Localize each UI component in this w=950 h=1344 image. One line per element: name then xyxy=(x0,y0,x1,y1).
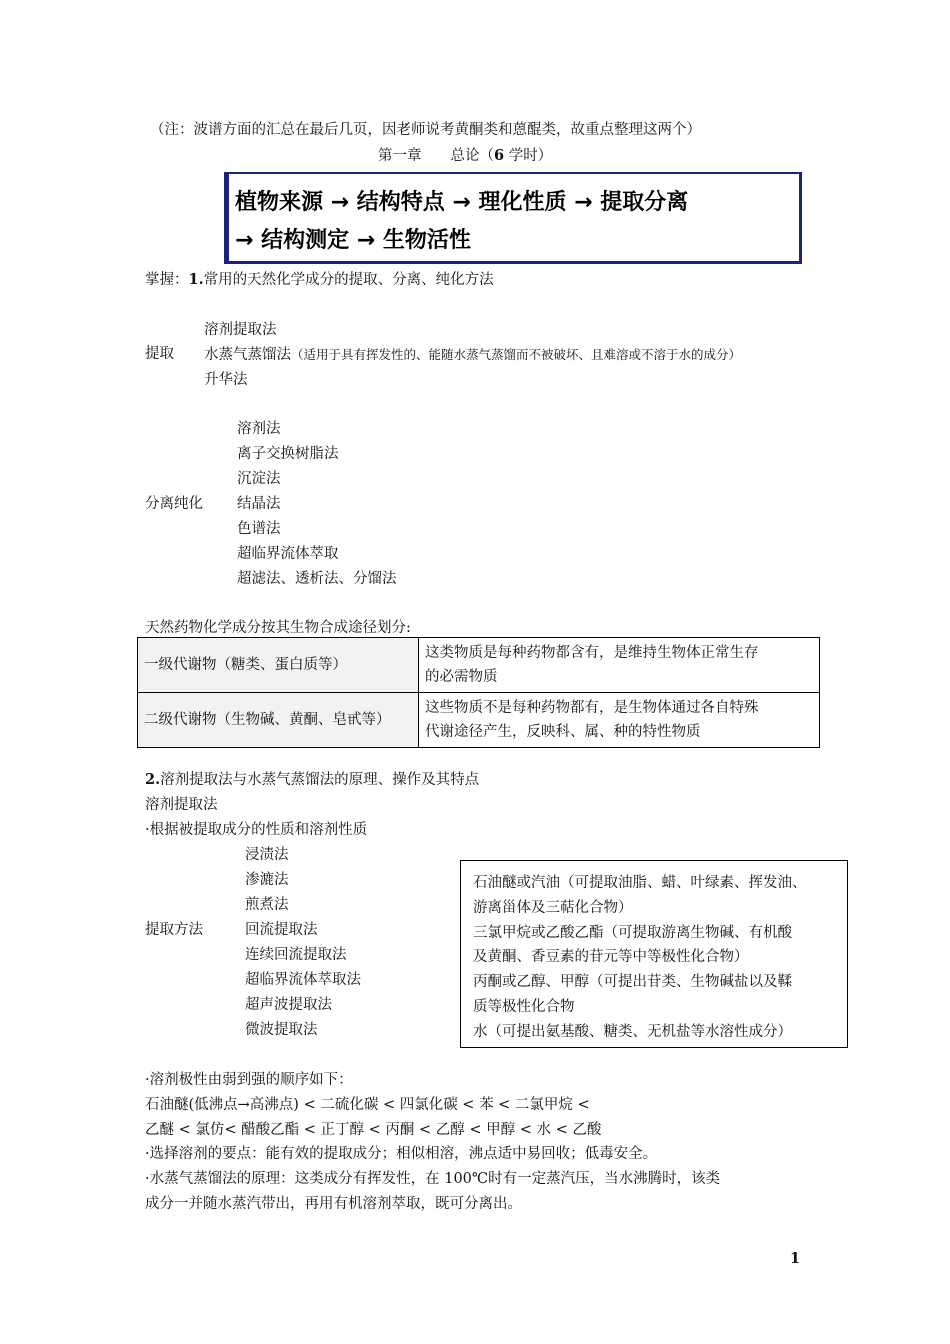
separation-method-4: 色谱法 xyxy=(237,521,281,537)
classification-table xyxy=(137,637,820,748)
section2-subtitle: 溶剂提取法 xyxy=(145,797,218,813)
table-cell-secondary-desc xyxy=(419,693,820,748)
polarity-line-1: 石油醚(低沸点→高沸点) < 二硫化碳 < 四氯化碳 < 苯 < 二氯甲烷 < xyxy=(145,1097,590,1113)
steam-principle-line-1: ·水蒸气蒸馏法的原理：这类成分有挥发性，在 100℃时有一定蒸汽压，当水沸腾时，该类 xyxy=(145,1171,721,1187)
polarity-line-2: 乙醚 < 氯仿< 醋酸乙酯 < 正丁醇 < 丙酮 < 乙醇 < 甲醇 < 水 < 乙酸 xyxy=(145,1122,602,1138)
solvent-line-3: 及黄酮、香豆素的苷元等中等极性化合物） xyxy=(473,949,749,966)
header-note: （注：波谱方面的汇总在最后几页，因老师说考黄酮类和蒽醌类，故重点整理这两个） xyxy=(150,122,701,138)
extraction-method-2: 升华法 xyxy=(204,372,248,388)
extraction-technique-7: 微波提取法 xyxy=(245,1022,318,1038)
solvent-line-2: 三氯甲烷或乙酸乙酯（可提取游离生物碱、有机酸 xyxy=(473,924,792,941)
master-label: 掌握： xyxy=(145,272,189,288)
extraction-technique-6: 超声波提取法 xyxy=(245,997,332,1013)
page-number: 1 xyxy=(790,1250,801,1267)
chapter-hours: 6 xyxy=(494,147,505,164)
extraction-technique-5: 超临界流体萃取法 xyxy=(245,972,361,988)
separation-method-3: 结晶法 xyxy=(237,496,281,512)
section2-title-text: 溶剂提取法与水蒸气蒸馏法的原理、操作及其特点 xyxy=(160,772,480,788)
separation-method-1: 离子交换树脂法 xyxy=(237,446,339,462)
table-cell-primary-desc xyxy=(419,638,820,693)
primary-desc-line-1: 这类物质是每种药物都含有，是维持生物体正常生存 xyxy=(425,645,759,661)
separation-method-6: 超滤法、透析法、分馏法 xyxy=(237,571,397,587)
chapter-title xyxy=(378,144,552,165)
table-cell-primary: 一级代谢物（糖类、蛋白质等） xyxy=(138,638,419,693)
secondary-desc-line-1: 这些物质不是每种药物都有，是生物体通过各自特殊 xyxy=(425,700,759,716)
table-row xyxy=(138,693,820,748)
steam-principle-line-2: 成分一并随水蒸汽带出，再用有机溶剂萃取，既可分离出。 xyxy=(145,1196,522,1212)
table-cell-secondary: 二级代谢物（生物碱、黄酮、皂甙等） xyxy=(138,693,419,748)
flow-box xyxy=(224,172,802,264)
solvent-line-0: 石油醚或汽油（可提取油脂、蜡、叶绿素、挥发油、 xyxy=(473,875,807,891)
master-line xyxy=(145,268,494,289)
section2-num: 2. xyxy=(145,771,161,788)
solvent-choice-note: ·选择溶剂的要点：能有效的提取成分；相似相溶，沸点适中易回收；低毒安全。 xyxy=(145,1146,658,1162)
separation-method-0: 溶剂法 xyxy=(237,421,281,437)
table-row xyxy=(138,638,820,693)
extraction-technique-2: 煎煮法 xyxy=(245,897,289,913)
flow-line-2: → 结构测定 → 生物活性 xyxy=(235,228,471,253)
flow-line-1: 植物来源 → 结构特点 → 理化性质 → 提取分离 xyxy=(235,190,689,215)
solvent-line-6: 水（可提出氨基酸、糖类、无机盐等水溶性成分） xyxy=(473,1023,792,1040)
master-num: 1. xyxy=(188,271,204,288)
separation-label: 分离纯化 xyxy=(145,496,203,512)
solvent-line-4: 丙酮或乙醇、甲醇（可提出苷类、生物碱盐以及鞣 xyxy=(473,974,792,991)
extraction-methods-label: 提取方法 xyxy=(145,922,203,938)
extraction-method-1-note: （适用于具有挥发性的、能随水蒸气蒸馏而不被破坏、且难溶或不溶于水的成分） xyxy=(291,347,742,362)
chapter-prefix: 第一章 总论（ xyxy=(378,148,494,164)
extraction-method-0: 溶剂提取法 xyxy=(204,322,277,338)
extraction-method-1 xyxy=(204,343,741,364)
solvent-line-5: 质等极性化合物 xyxy=(473,998,575,1015)
master-text: 常用的天然化学成分的提取、分离、纯化方法 xyxy=(203,272,494,288)
separation-method-5: 超临界流体萃取 xyxy=(237,546,339,562)
extraction-technique-4: 连续回流提取法 xyxy=(245,947,347,963)
polarity-bullet: ·溶剂极性由弱到强的顺序如下： xyxy=(145,1072,353,1088)
separation-method-2: 沉淀法 xyxy=(237,471,281,487)
extraction-technique-0: 浸渍法 xyxy=(245,847,289,863)
primary-desc-line-2: 的必需物质 xyxy=(425,669,498,685)
extraction-method-1-name: 水蒸气蒸馏法 xyxy=(204,347,291,363)
solvent-box xyxy=(460,860,848,1048)
solvent-line-1: 游离甾体及三萜化合物） xyxy=(473,899,633,916)
chapter-suffix: 学时） xyxy=(504,148,553,164)
secondary-desc-line-2: 代谢途径产生，反映科、属、种的特性物质 xyxy=(425,724,701,740)
section2-bullet-1: ·根据被提取成分的性质和溶剂性质 xyxy=(145,822,368,838)
extraction-technique-3: 回流提取法 xyxy=(245,922,318,938)
extraction-technique-1: 渗漉法 xyxy=(245,872,289,888)
section2-title xyxy=(145,768,479,789)
extraction-label: 提取 xyxy=(145,346,174,362)
classification-intro: 天然药物化学成分按其生物合成途径划分: xyxy=(145,620,411,636)
